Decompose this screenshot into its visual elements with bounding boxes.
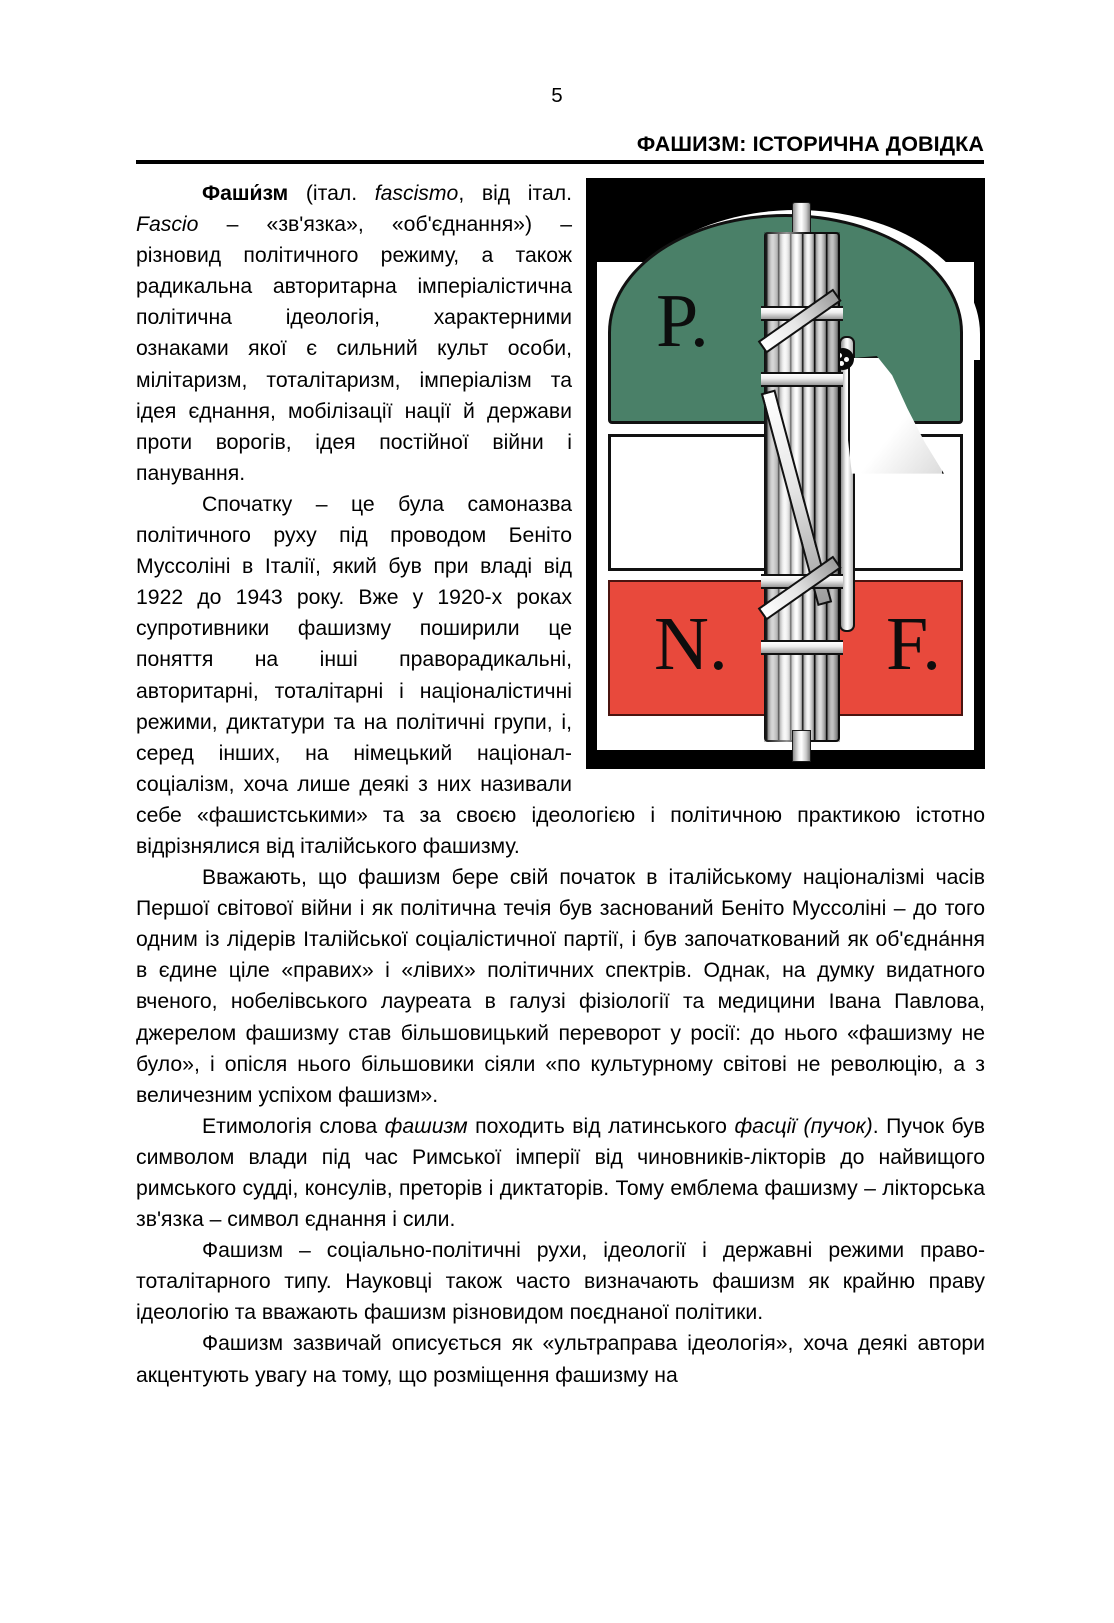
page-header [136, 133, 984, 164]
text-run: фашизм [384, 1114, 468, 1138]
figure-pnf-emblem [586, 178, 985, 769]
emblem-fasces-bundle [764, 202, 840, 742]
text-run: , від італ. [458, 182, 572, 205]
body-text-area [136, 178, 985, 1391]
text-run: Fascio [136, 213, 199, 237]
paragraph [136, 1235, 985, 1328]
text-run: . Пучок був символом влади під час Римської імперії від чиновників-лікторів до найвищого римського судді, консулів, преторів і диктаторів. Тому емблема фашизму – лікторська зв'язка – символ єднання і сили. [136, 1114, 985, 1232]
text-run: Фашизм – соціально-політичні рухи, ідеології і державні режими право-тоталітарного типу. Науковці також часто визначають фашизм як крайню праву ідеологію та вважають фашизм різновидом поєднаної політики. [136, 1239, 985, 1325]
text-run: fascismo [374, 182, 459, 205]
fasces-strap-2 [761, 372, 843, 387]
text-run: Спочатку – це була самоназва політичного руху під проводом Беніто Муссоліні в Італії, який був при владі від 1922 до 1943 року. Вже у 1920-х роках супротивники фашизму поширили це поняття на інші праворадикальні, авторитарні, тоталітарні і націоналістичні режими, диктатури та на політичні групи, і, серед інших, на німецький націонал-соціалізм, хоча лише деякі з них називали себе «фашистськими» та за своєю ідеологією і політичною практикою істотно відрізнялися від італійського фашизму. [136, 492, 985, 858]
text-run: Фаши́зм [202, 182, 289, 205]
text-run: – «зв'язка», «об'єднання») – різновид політичного режиму, а також радикальна авторитарна імперіалістична політична ідеологія, характерними ознаками якої є сильний культ особи, мілітаризм, тоталітаризм, імперіалізм та ідея єднання, мобілізації нації й держави проти ворогів, ідея постійної війни і панування. [136, 213, 572, 485]
fasces-strap-4 [761, 640, 843, 655]
emblem-letter-p: P. [656, 279, 709, 363]
text-run: фасції (пучок) [734, 1114, 873, 1138]
paragraph [136, 1111, 985, 1235]
paragraph [136, 1328, 985, 1390]
emblem-letter-n: N. [654, 602, 728, 686]
text-run: Фашизм зазвичай описується як «ультраправа ідеологія», хоча деякі автори акцентують увагу на тому, що розміщення фашизму на [136, 1332, 985, 1387]
text-run: Етимологія слова [202, 1114, 385, 1138]
fasces-rod-bottom [792, 730, 811, 762]
paragraph [136, 862, 985, 1111]
emblem-letter-f: F. [886, 602, 942, 686]
text-run: Вважають, що фашизм бере свій початок в італійському націоналізмі часів Першої світової війни і як політична течія був заснований Беніто Муссоліні – до того одним із лідерів Італійської соціалістичної партії, і був започаткований як об'єдна́ння в єдине ціле «правих» і «лівих» політичних спектрів. Однак, на думку видатного вченого, нобелівського лауреата в галузі фізіології та медицини Івана Павлова, джерелом фашизму став більшовицький переворот у росії: до нього «фашизму не було», і опісля нього більшовики сіяли «по культурному світові не революцію, а з величезним успіхом фашизм». [136, 866, 985, 1107]
page-number: 5 [551, 84, 563, 107]
text-run: (італ. [288, 182, 375, 205]
emblem-graphic [586, 178, 985, 769]
text-run: походить від латинського [467, 1114, 735, 1138]
header-divider [136, 160, 984, 164]
header-title: ФАШИЗМ: ІСТОРИЧНА ДОВІДКА [636, 132, 984, 156]
